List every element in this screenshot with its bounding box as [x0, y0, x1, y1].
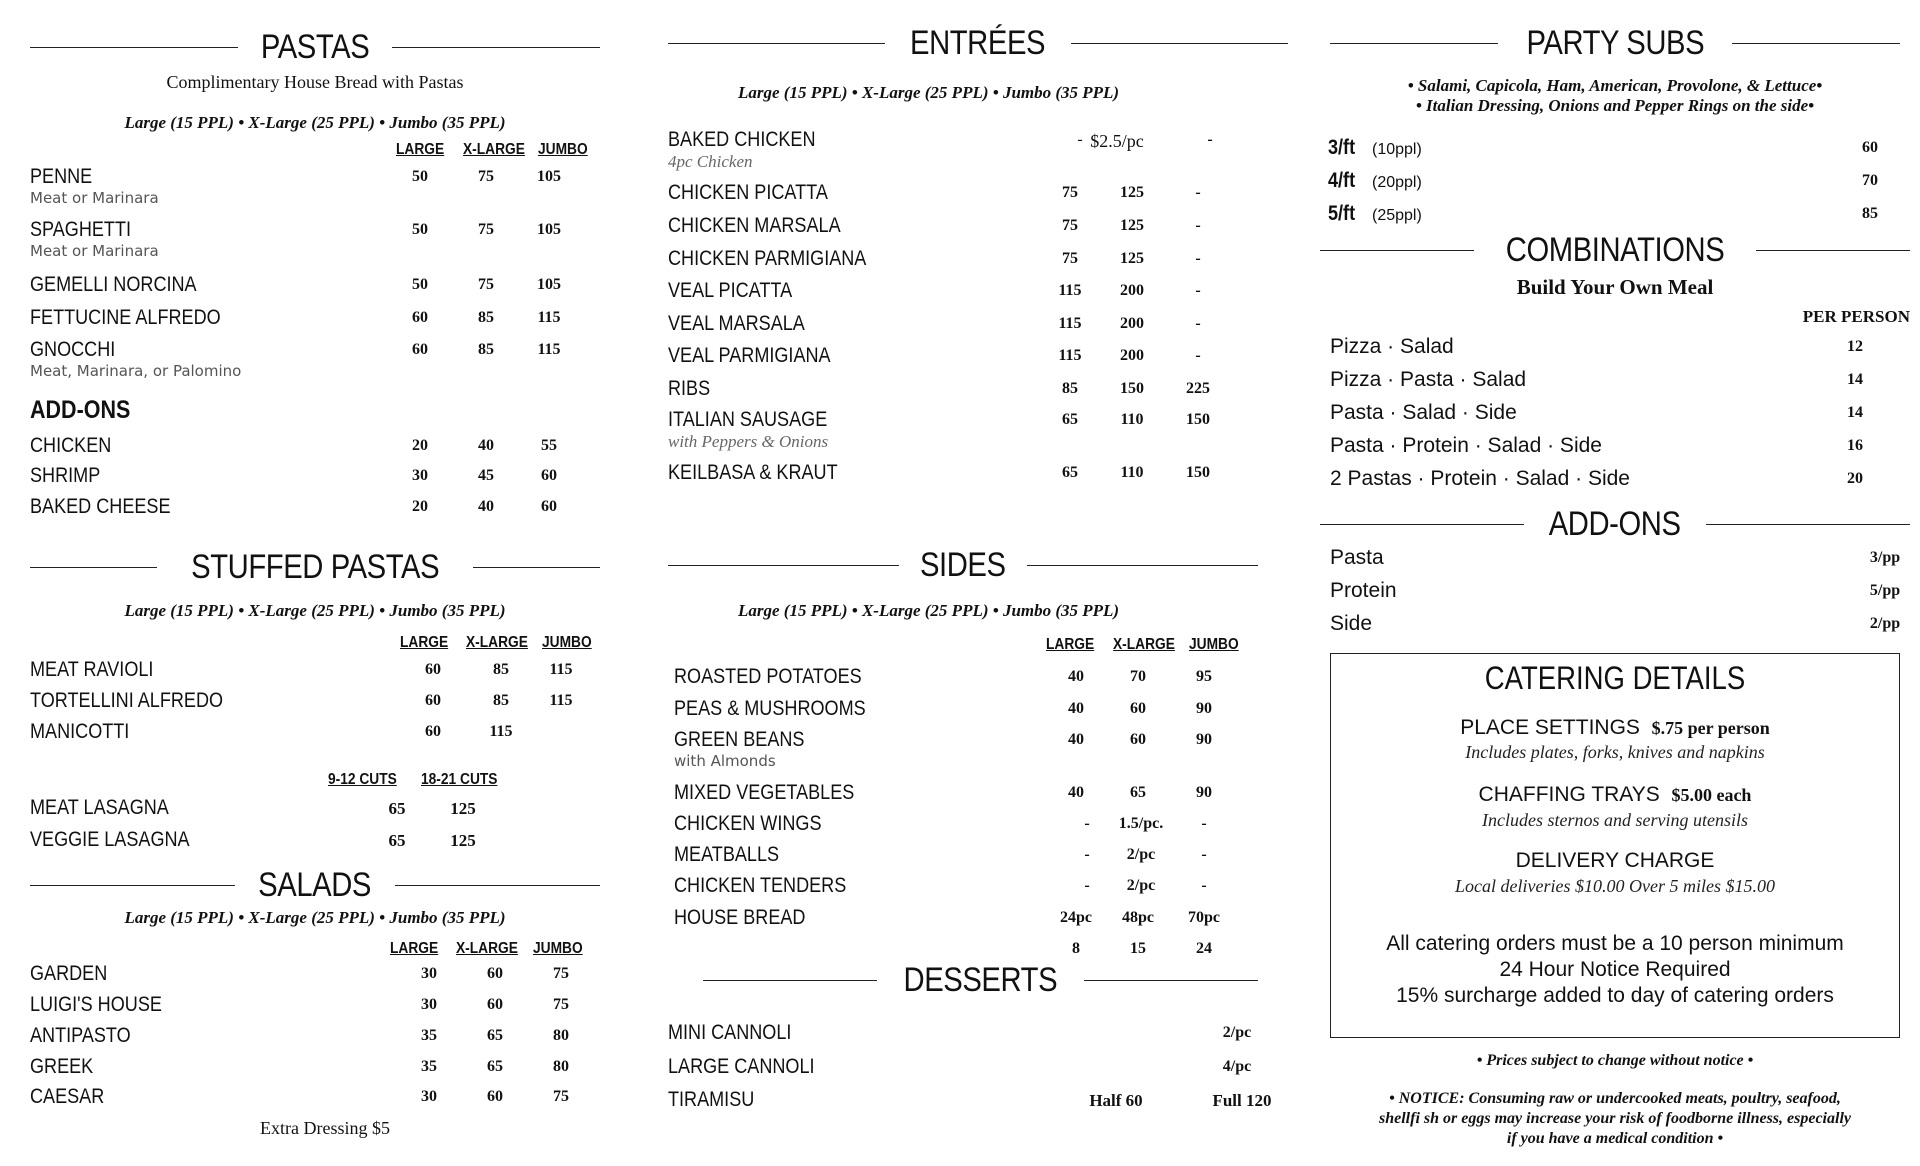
menu-item: [674, 781, 1288, 811]
column-left: [30, 0, 600, 1166]
bread-price-xlarge: 15: [1130, 940, 1146, 957]
price-jumbo: -: [1195, 315, 1201, 332]
price-xlarge: 65: [487, 1027, 503, 1044]
prices-note: • Prices subject to change without notice •: [1476, 1052, 1754, 1069]
sub-size: 4/ft: [1328, 169, 1356, 192]
price-jumbo: 115: [549, 661, 573, 678]
item-name: ANTIPASTO: [30, 1024, 131, 1047]
price-xlarge: 60: [487, 996, 503, 1013]
item-name: ITALIAN SAUSAGE: [668, 408, 828, 431]
price-xlarge: 65: [487, 1058, 503, 1075]
price-large: 35: [421, 1027, 437, 1044]
menu-item: [30, 338, 600, 380]
item-name: LUIGI'S HOUSE: [30, 993, 162, 1016]
menu-item: [1330, 368, 1910, 398]
party-subs-header: [1330, 24, 1900, 63]
price-jumbo: -: [1195, 347, 1201, 364]
menu-item: [1330, 546, 1910, 576]
price-xlarge: 150: [1120, 380, 1144, 397]
price-large: 65: [1062, 411, 1078, 428]
combo-price: 14: [1847, 371, 1863, 388]
item-name: CHICKEN WINGS: [674, 812, 822, 835]
price-jumbo: 90: [1196, 784, 1212, 801]
place-settings: [1331, 716, 1899, 740]
salads-sizes: Large (15 PPL) • X-Large (25 PPL) • Jumbo (35 PPL): [124, 908, 506, 927]
price-xlarge: 85: [493, 692, 509, 709]
sub-price: 60: [1862, 139, 1878, 156]
price-large: -: [1077, 131, 1083, 148]
menu-item: [1330, 612, 1910, 642]
price-xlarge: 60: [487, 1088, 503, 1105]
bread-price-jumbo: 24: [1196, 940, 1212, 957]
item-name: VEAL PICATTA: [668, 279, 793, 302]
item-desc: Meat or Marinara: [30, 242, 159, 260]
menu-item: [30, 464, 600, 494]
notice-line1: • NOTICE: Consuming raw or undercooked meats, poultry, seafood,: [1389, 1090, 1841, 1107]
item-name: CAESAR: [30, 1085, 105, 1108]
price-jumbo: 105: [537, 168, 561, 185]
combo-name: Pasta · Protein · Salad · Side: [1330, 434, 1602, 457]
item-name: PENNE: [30, 165, 93, 188]
menu-item: [668, 344, 1288, 374]
item-name: TIRAMISU: [668, 1088, 755, 1111]
item-name: MIXED VEGETABLES: [674, 781, 855, 804]
price-jumbo: 150: [1186, 464, 1210, 481]
item-name: BAKED CHEESE: [30, 495, 171, 518]
menu-item: [674, 697, 1288, 727]
stuffed-col-jumbo: JUMBO: [542, 634, 592, 651]
menu-item: [30, 218, 600, 260]
item-name: GARDEN: [30, 962, 108, 985]
price-jumbo: 55: [541, 437, 557, 454]
stuffed-title: STUFFED PASTAS: [191, 548, 439, 586]
price-xlarge: 60: [487, 965, 503, 982]
menu-item: [30, 993, 600, 1023]
party-subs-line1: • Salami, Capicola, Ham, American, Provolone, & Lettuce•: [1407, 76, 1823, 95]
menu-item: [668, 181, 1288, 211]
chafing-trays-label: CHAFFING TRAYS: [1478, 783, 1660, 806]
price-xlarge: 125: [1120, 217, 1144, 234]
price-full: 2/pc: [1222, 1024, 1252, 1041]
menu-item: [668, 1021, 1288, 1051]
price-jumbo: -: [1201, 815, 1207, 832]
price-xlarge: 45: [478, 467, 494, 484]
pastas-title: PASTAS: [260, 28, 370, 66]
price-jumbo: 115: [537, 309, 561, 326]
item-name: MEATBALLS: [674, 843, 780, 866]
sub-size: 5/ft: [1328, 202, 1356, 225]
catering-rule-notice: 24 Hour Notice Required: [1499, 958, 1731, 981]
price-large: 40: [1068, 731, 1084, 748]
price-jumbo: -: [1195, 282, 1201, 299]
price-xlarge: 48pc: [1122, 909, 1154, 926]
bread-note: Complimentary House Bread with Pastas: [166, 72, 464, 92]
price-large: 115: [1058, 282, 1082, 299]
combo-name: Pizza · Pasta · Salad: [1330, 368, 1527, 391]
price-jumbo: 80: [553, 1027, 569, 1044]
price-jumbo: -: [1195, 184, 1201, 201]
entrees-sizes: Large (15 PPL) • X-Large (25 PPL) • Jumbo (35 PPL): [738, 83, 1120, 102]
addon-price: 3/pp: [1869, 549, 1901, 566]
entrees-title: ENTRÉES: [910, 24, 1046, 62]
item-name: FETTUCINE ALFREDO: [30, 306, 221, 329]
sub-ppl: (10ppl): [1372, 141, 1422, 158]
price-jumbo: 115: [549, 692, 573, 709]
addon-name: Side: [1330, 612, 1373, 635]
price-large: 115: [1058, 315, 1082, 332]
menu-item: [30, 1024, 600, 1054]
price-large: 20: [412, 498, 428, 515]
pastas-addons-title: ADD-ONS: [30, 396, 131, 424]
price-xlarge: 2/pc: [1126, 877, 1156, 894]
sides-col-large: LARGE: [1046, 636, 1095, 653]
menu-item: [674, 665, 1288, 695]
price-jumbo: 115: [537, 341, 561, 358]
menu-item: [1328, 136, 1910, 166]
sub-price: 70: [1862, 172, 1878, 189]
menu-item: [30, 495, 600, 525]
price-b: 125: [450, 799, 476, 818]
item-name: GREEN BEANS: [674, 728, 805, 751]
menu-item: [674, 843, 1288, 873]
price-jumbo: -: [1195, 217, 1201, 234]
item-name: GREEK: [30, 1055, 94, 1078]
price-large: 20: [412, 437, 428, 454]
price-xlarge: 70: [1130, 668, 1146, 685]
stuffed-header: [30, 548, 600, 587]
price-large: 30: [421, 1088, 437, 1105]
menu-item: [668, 128, 1288, 171]
menu-item: [30, 796, 600, 826]
item-name: VEAL MARSALA: [668, 312, 805, 335]
menu-item: [1330, 434, 1910, 464]
price-xlarge: 2/pc: [1126, 846, 1156, 863]
menu-item: [668, 1088, 1288, 1118]
addon-price: 5/pp: [1869, 582, 1901, 599]
combo-name: 2 Pastas · Protein · Salad · Side: [1330, 467, 1630, 490]
item-name: PEAS & MUSHROOMS: [674, 697, 866, 720]
price-full: 4/pc: [1222, 1058, 1252, 1075]
catering-rule-surcharge: 15% surcharge added to day of catering orders: [1396, 984, 1834, 1007]
pastas-col-xlarge: X-LARGE: [463, 141, 525, 158]
sides-header: [668, 546, 1258, 585]
sub-size: 3/ft: [1328, 136, 1356, 159]
delivery-charge-label: DELIVERY CHARGE: [1515, 849, 1715, 872]
combinations-subtitle: Build Your Own Meal: [1516, 275, 1714, 299]
party-subs-title: PARTY SUBS: [1526, 24, 1704, 62]
price-large: 60: [412, 309, 428, 326]
menu-item: [30, 720, 600, 750]
menu-item: [668, 247, 1288, 277]
price-large: 40: [1068, 668, 1084, 685]
salads-col-large: LARGE: [390, 940, 439, 957]
menu-item: [30, 658, 600, 688]
price-xlarge: 60: [1130, 700, 1146, 717]
price-jumbo: 105: [537, 276, 561, 293]
price-large: 65: [1062, 464, 1078, 481]
price-large: -: [1084, 815, 1090, 832]
price-large: 50: [412, 168, 428, 185]
price-large: 30: [421, 965, 437, 982]
price-large: 50: [412, 221, 428, 238]
price-jumbo: -: [1195, 250, 1201, 267]
price-jumbo: -: [1201, 877, 1207, 894]
menu-item: [674, 874, 1288, 904]
item-name: CHICKEN TENDERS: [674, 874, 847, 897]
menu-item: [668, 312, 1288, 342]
stuffed-sizes: Large (15 PPL) • X-Large (25 PPL) • Jumbo (35 PPL): [124, 601, 506, 620]
sides-sizes: Large (15 PPL) • X-Large (25 PPL) • Jumbo (35 PPL): [738, 601, 1120, 620]
party-subs-line2: • Italian Dressing, Onions and Pepper Rings on the side•: [1415, 96, 1815, 115]
price-xlarge: 200: [1120, 282, 1144, 299]
price-xlarge: 60: [1130, 731, 1146, 748]
menu-item: [668, 279, 1288, 309]
price-large: 60: [425, 723, 441, 740]
stuffed-col-xlarge: X-LARGE: [466, 634, 528, 651]
price-xlarge: 85: [478, 341, 494, 358]
price-jumbo: 75: [553, 996, 569, 1013]
price-large: 40: [1068, 700, 1084, 717]
addons-header: [1320, 505, 1910, 544]
price-b: 125: [450, 831, 476, 850]
notice-line3: if you have a medical condition •: [1506, 1130, 1724, 1147]
price-jumbo: 70pc: [1188, 909, 1220, 926]
price-xlarge: 65: [1130, 784, 1146, 801]
item-desc: Meat or Marinara: [30, 189, 159, 207]
combo-name: Pasta · Salad · Side: [1330, 401, 1517, 424]
item-name: CHICKEN PARMIGIANA: [668, 247, 867, 270]
price-large: 30: [412, 467, 428, 484]
item-name: VEAL PARMIGIANA: [668, 344, 831, 367]
sub-price: 85: [1862, 205, 1878, 222]
item-name: ROASTED POTATOES: [674, 665, 862, 688]
desserts-title: DESSERTS: [903, 961, 1058, 999]
price-large: 24pc: [1060, 909, 1092, 926]
combo-price: 14: [1847, 404, 1863, 421]
column-middle: [668, 0, 1288, 1166]
price-xlarge: 115: [489, 723, 513, 740]
price-jumbo: 105: [537, 221, 561, 238]
price-xlarge: 110: [1120, 464, 1144, 481]
item-desc: Meat, Marinara, or Palomino: [30, 362, 242, 380]
price-xlarge: 125: [1120, 250, 1144, 267]
price-large: 85: [1062, 380, 1078, 397]
menu-item: [30, 1085, 600, 1115]
price-jumbo: 90: [1196, 700, 1212, 717]
price-xlarge: 1.5/pc.: [1118, 815, 1164, 832]
menu-item: [668, 1055, 1288, 1085]
addon-name: Pasta: [1330, 546, 1384, 569]
place-settings-desc: Includes plates, forks, knives and napkins: [1465, 742, 1765, 762]
price-jumbo: 95: [1196, 668, 1212, 685]
price-xlarge: 85: [493, 661, 509, 678]
price-xlarge: 40: [478, 437, 494, 454]
item-name: TORTELLINI ALFREDO: [30, 689, 224, 712]
menu-item: [30, 434, 600, 464]
catering-title: CATERING DETAILS: [1484, 660, 1746, 696]
price-xlarge: 75: [478, 168, 494, 185]
price-large: 35: [421, 1058, 437, 1075]
item-name: RIBS: [668, 377, 711, 400]
item-name: SHRIMP: [30, 464, 101, 487]
menu-item: [668, 408, 1288, 451]
item-desc: with Peppers & Onions: [668, 432, 829, 451]
item-name: MINI CANNOLI: [668, 1021, 792, 1044]
price-xlarge: 200: [1120, 347, 1144, 364]
menu-item: [30, 1055, 600, 1085]
price-xlarge: $2.5/pc: [1090, 131, 1144, 151]
price-jumbo: -: [1207, 131, 1213, 148]
price-jumbo: 60: [541, 467, 557, 484]
salads-header: [30, 866, 600, 905]
menu-item: [1330, 579, 1910, 609]
bread-price-large: 8: [1072, 940, 1080, 957]
sides-col-jumbo: JUMBO: [1189, 636, 1239, 653]
price-xlarge: 200: [1120, 315, 1144, 332]
combo-name: Pizza · Salad: [1330, 335, 1454, 358]
price-large: 40: [1068, 784, 1084, 801]
menu-item: [668, 461, 1288, 491]
menu-item: [1330, 335, 1910, 365]
price-half: Half 60: [1089, 1091, 1143, 1110]
menu-item: [30, 306, 600, 336]
combo-price: 16: [1847, 437, 1863, 454]
price-jumbo: 75: [553, 965, 569, 982]
item-name: CHICKEN PICATTA: [668, 181, 828, 204]
place-settings-price: $.75 per person: [1651, 718, 1770, 738]
item-name: MANICOTTI: [30, 720, 130, 743]
chafing-trays: [1331, 783, 1899, 807]
menu-item: [1330, 401, 1910, 431]
price-large: -: [1084, 846, 1090, 863]
price-large: -: [1084, 877, 1090, 894]
lasagna-col-a: 9-12 CUTS: [328, 771, 397, 788]
price-large: 75: [1062, 184, 1078, 201]
price-xlarge: 110: [1120, 411, 1144, 428]
menu-item: [30, 962, 600, 992]
menu-item: [668, 377, 1288, 407]
price-xlarge: 125: [1120, 184, 1144, 201]
menu-item: [674, 812, 1288, 842]
combinations-header: [1320, 231, 1910, 270]
addon-name: Protein: [1330, 579, 1397, 602]
price-full: Full 120: [1212, 1091, 1272, 1110]
price-xlarge: 75: [478, 276, 494, 293]
item-desc: 4pc Chicken: [668, 152, 753, 171]
price-large: 30: [421, 996, 437, 1013]
pastas-col-large: LARGE: [396, 141, 445, 158]
item-name: CHICKEN: [30, 434, 112, 457]
place-settings-label: PLACE SETTINGS: [1460, 716, 1640, 739]
item-name: GNOCCHI: [30, 338, 116, 361]
pastas-sizes: Large (15 PPL) • X-Large (25 PPL) • Jumbo (35 PPL): [124, 113, 506, 132]
price-xlarge: 75: [478, 221, 494, 238]
item-name: GEMELLI NORCINA: [30, 273, 197, 296]
price-jumbo: 150: [1186, 411, 1210, 428]
item-name: MEAT LASAGNA: [30, 796, 169, 819]
price-large: 115: [1058, 347, 1082, 364]
addons-title: ADD-ONS: [1549, 505, 1681, 543]
delivery-charge-desc: Local deliveries $10.00 Over 5 miles $15.00: [1455, 876, 1775, 896]
price-jumbo: 80: [553, 1058, 569, 1075]
item-name: BAKED CHICKEN: [668, 128, 816, 151]
entrees-header: [668, 24, 1288, 63]
pastas-col-jumbo: JUMBO: [538, 141, 588, 158]
notice-line2: shellfi sh or eggs may increase your risk of foodborne illness, especially: [1379, 1110, 1851, 1127]
menu-item: [30, 165, 600, 207]
menu-item: [30, 273, 600, 303]
price-large: 60: [412, 341, 428, 358]
menu-item: [1328, 202, 1910, 232]
chafing-trays-price: $5.00 each: [1671, 785, 1752, 805]
price-jumbo: 60: [541, 498, 557, 515]
combo-price: 20: [1847, 470, 1863, 487]
sides-title: SIDES: [920, 546, 1006, 584]
item-name: LARGE CANNOLI: [668, 1055, 815, 1078]
price-large: 50: [412, 276, 428, 293]
price-xlarge: 40: [478, 498, 494, 515]
pastas-header: [30, 28, 600, 67]
catering-details-box: [1330, 653, 1900, 1038]
sides-col-xlarge: X-LARGE: [1113, 636, 1175, 653]
desserts-header: [703, 961, 1258, 1000]
menu-item: [674, 906, 1288, 936]
item-name: HOUSE BREAD: [674, 906, 806, 929]
salads-col-xlarge: X-LARGE: [456, 940, 518, 957]
menu-item: [674, 728, 1288, 770]
price-jumbo: 225: [1186, 380, 1210, 397]
price-jumbo: -: [1201, 846, 1207, 863]
price-jumbo: 75: [553, 1088, 569, 1105]
price-a: 65: [388, 799, 406, 818]
menu-item: [1328, 169, 1910, 199]
sub-ppl: (20ppl): [1372, 174, 1422, 191]
item-desc: with Almonds: [674, 752, 776, 770]
combinations-title: COMBINATIONS: [1505, 231, 1725, 269]
per-person-label: PER PERSON: [1802, 307, 1910, 326]
extra-dressing: Extra Dressing $5: [260, 1118, 390, 1138]
menu-item: [668, 214, 1288, 244]
stuffed-col-large: LARGE: [400, 634, 449, 651]
menu-item: [1330, 467, 1910, 497]
item-name: VEGGIE LASAGNA: [30, 828, 190, 851]
price-large: 60: [425, 661, 441, 678]
chafing-trays-desc: Includes sternos and serving utensils: [1482, 810, 1748, 830]
price-jumbo: 90: [1196, 731, 1212, 748]
item-name: KEILBASA & KRAUT: [668, 461, 838, 484]
column-right: [1320, 0, 1910, 1166]
addon-price: 2/pp: [1869, 615, 1901, 632]
lasagna-col-b: 18-21 CUTS: [421, 771, 498, 788]
sub-ppl: (25ppl): [1372, 207, 1422, 224]
price-xlarge: 85: [478, 309, 494, 326]
item-name: SPAGHETTI: [30, 218, 132, 241]
item-name: MEAT RAVIOLI: [30, 658, 154, 681]
price-large: 75: [1062, 250, 1078, 267]
price-large: 60: [425, 692, 441, 709]
price-large: 75: [1062, 217, 1078, 234]
item-name: CHICKEN MARSALA: [668, 214, 841, 237]
combo-price: 12: [1847, 338, 1863, 355]
catering-rule-minimum: All catering orders must be a 10 person minimum: [1386, 932, 1844, 955]
salads-title: SALADS: [258, 866, 372, 904]
price-a: 65: [388, 831, 406, 850]
menu-item: [30, 689, 600, 719]
salads-col-jumbo: JUMBO: [533, 940, 583, 957]
menu-item: [30, 828, 600, 858]
